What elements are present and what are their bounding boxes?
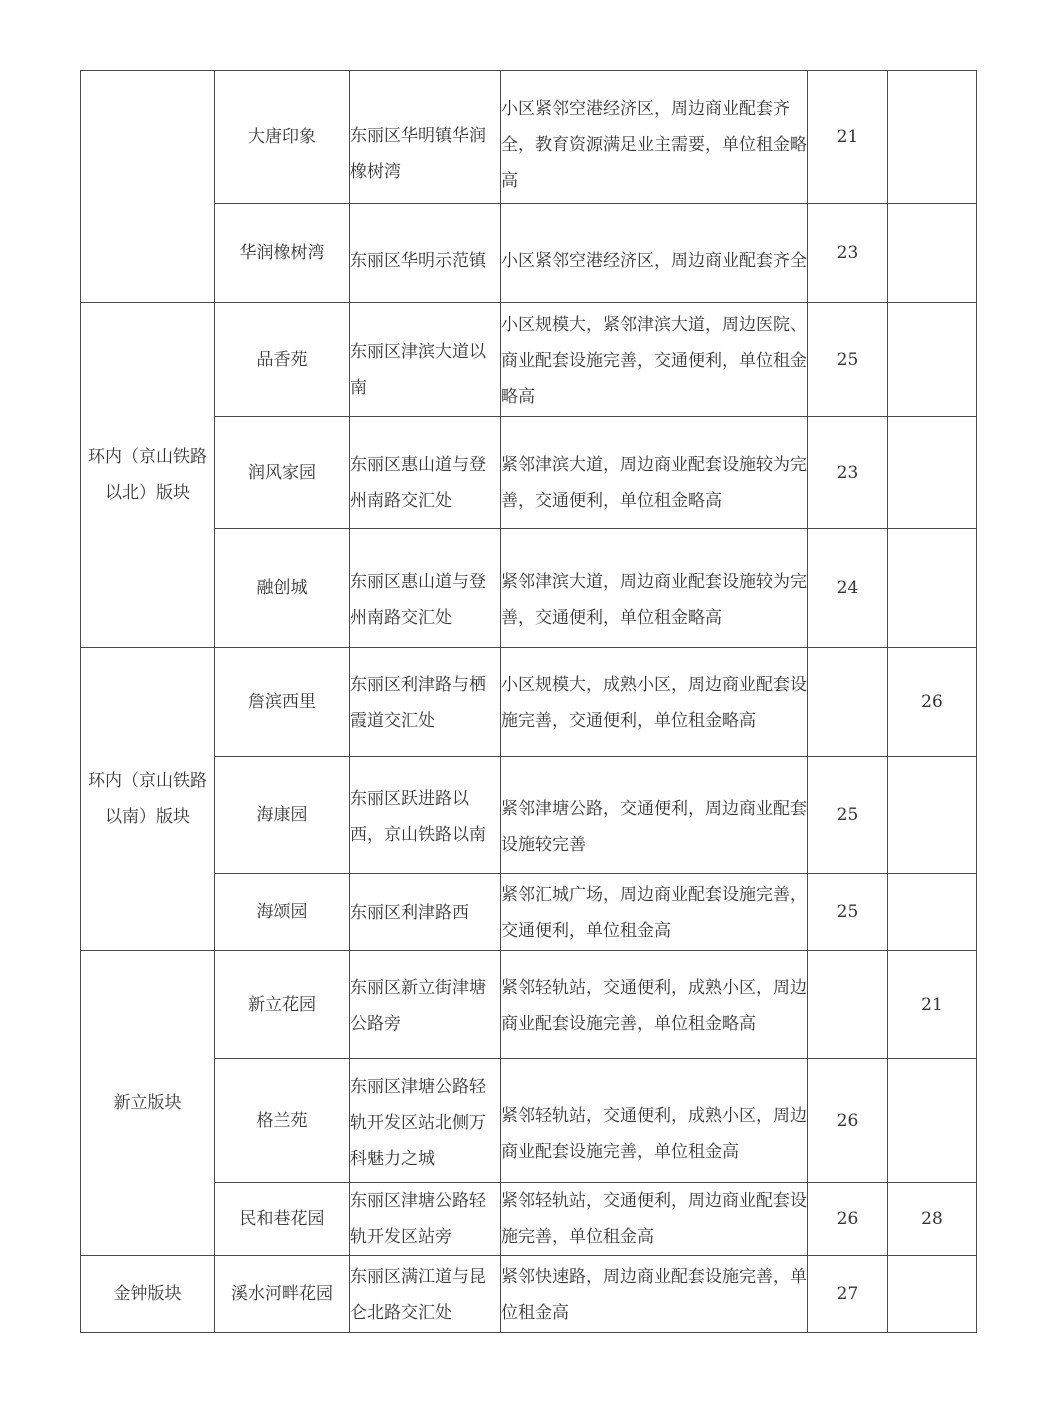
rent-value-1: 21 bbox=[808, 71, 888, 204]
table-row bbox=[81, 1183, 977, 1256]
address-cell: 东丽区津塘公路轻轨开发区站北侧万科魅力之城 bbox=[350, 1059, 501, 1183]
rent-value-2 bbox=[888, 71, 977, 204]
rent-value-1: 26 bbox=[808, 1183, 888, 1256]
table-row bbox=[81, 417, 977, 529]
rent-value-1: 25 bbox=[808, 874, 888, 951]
rent-value-2 bbox=[888, 417, 977, 529]
address-cell: 东丽区津塘公路轻轨开发区站旁 bbox=[350, 1183, 501, 1256]
address-cell: 东丽区华明镇华润橡树湾 bbox=[350, 71, 501, 204]
region-cell: 环内（京山铁路以北）版块 bbox=[81, 303, 215, 648]
address-cell: 东丽区利津路西 bbox=[350, 874, 501, 951]
description-cell: 紧邻轻轨站，交通便利，周边商业配套设施完善，单位租金高 bbox=[501, 1183, 808, 1256]
rent-value-2 bbox=[888, 1256, 977, 1333]
description-cell: 小区紧邻空港经济区，周边商业配套齐全 bbox=[501, 204, 808, 303]
table-row bbox=[81, 757, 977, 874]
description-cell: 紧邻汇城广场，周边商业配套设施完善，交通便利，单位租金高 bbox=[501, 874, 808, 951]
table-row bbox=[81, 951, 977, 1059]
rent-value-1: 23 bbox=[808, 417, 888, 529]
community-name: 詹滨西里 bbox=[215, 648, 350, 757]
community-name: 新立花园 bbox=[215, 951, 350, 1059]
table-row bbox=[81, 204, 977, 303]
description-cell: 紧邻津滨大道，周边商业配套设施较为完善，交通便利，单位租金略高 bbox=[501, 417, 808, 529]
community-name: 海颂园 bbox=[215, 874, 350, 951]
rent-value-1: 23 bbox=[808, 204, 888, 303]
address-cell: 东丽区惠山道与登州南路交汇处 bbox=[350, 529, 501, 648]
rent-value-2: 26 bbox=[888, 648, 977, 757]
community-name: 海康园 bbox=[215, 757, 350, 874]
region-cell: 金钟版块 bbox=[81, 1256, 215, 1333]
table-row bbox=[81, 648, 977, 757]
address-cell: 东丽区满江道与昆仑北路交汇处 bbox=[350, 1256, 501, 1333]
rent-value-2 bbox=[888, 874, 977, 951]
rent-value-2: 21 bbox=[888, 951, 977, 1059]
region-cell: 新立版块 bbox=[81, 951, 215, 1256]
region-cell bbox=[81, 71, 215, 303]
description-cell: 紧邻津塘公路，交通便利，周边商业配套设施较完善 bbox=[501, 757, 808, 874]
address-cell: 东丽区新立街津塘公路旁 bbox=[350, 951, 501, 1059]
address-cell: 东丽区华明示范镇 bbox=[350, 204, 501, 303]
address-cell: 东丽区跃进路以西，京山铁路以南 bbox=[350, 757, 501, 874]
table-row bbox=[81, 1256, 977, 1333]
community-name: 融创城 bbox=[215, 529, 350, 648]
community-name: 品香苑 bbox=[215, 303, 350, 417]
description-cell: 紧邻快速路，周边商业配套设施完善，单位租金高 bbox=[501, 1256, 808, 1333]
community-name: 大唐印象 bbox=[215, 71, 350, 204]
community-name: 格兰苑 bbox=[215, 1059, 350, 1183]
table-row bbox=[81, 71, 977, 204]
rent-value-1: 25 bbox=[808, 757, 888, 874]
rent-value-2 bbox=[888, 757, 977, 874]
community-name: 华润橡树湾 bbox=[215, 204, 350, 303]
description-cell: 小区规模大，紧邻津滨大道，周边医院、商业配套设施完善，交通便利，单位租金略高 bbox=[501, 303, 808, 417]
rent-value-2 bbox=[888, 303, 977, 417]
description-cell: 小区规模大，成熟小区，周边商业配套设施完善，交通便利，单位租金略高 bbox=[501, 648, 808, 757]
region-cell: 环内（京山铁路以南）版块 bbox=[81, 648, 215, 951]
community-name: 民和巷花园 bbox=[215, 1183, 350, 1256]
table-row bbox=[81, 303, 977, 417]
rent-value-1: 25 bbox=[808, 303, 888, 417]
community-name: 润风家园 bbox=[215, 417, 350, 529]
description-cell: 紧邻津滨大道，周边商业配套设施较为完善，交通便利，单位租金略高 bbox=[501, 529, 808, 648]
rent-value-1 bbox=[808, 951, 888, 1059]
community-name: 溪水河畔花园 bbox=[215, 1256, 350, 1333]
rent-value-2 bbox=[888, 1059, 977, 1183]
description-cell: 紧邻轻轨站，交通便利，成熟小区，周边商业配套设施完善，单位租金高 bbox=[501, 1059, 808, 1183]
table-row bbox=[81, 874, 977, 951]
rent-value-2 bbox=[888, 204, 977, 303]
address-cell: 东丽区利津路与栖霞道交汇处 bbox=[350, 648, 501, 757]
address-cell: 东丽区惠山道与登州南路交汇处 bbox=[350, 417, 501, 529]
rent-value-1 bbox=[808, 648, 888, 757]
rent-value-1: 26 bbox=[808, 1059, 888, 1183]
address-cell: 东丽区津滨大道以南 bbox=[350, 303, 501, 417]
table-row bbox=[81, 1059, 977, 1183]
table-row bbox=[81, 529, 977, 648]
rent-value-2: 28 bbox=[888, 1183, 977, 1256]
description-cell: 紧邻轻轨站，交通便利，成熟小区，周边商业配套设施完善，单位租金略高 bbox=[501, 951, 808, 1059]
rent-value-1: 27 bbox=[808, 1256, 888, 1333]
rent-value-2 bbox=[888, 529, 977, 648]
description-cell: 小区紧邻空港经济区，周边商业配套齐全，教育资源满足业主需要，单位租金略高 bbox=[501, 71, 808, 204]
rent-table bbox=[80, 70, 977, 1333]
rent-value-1: 24 bbox=[808, 529, 888, 648]
